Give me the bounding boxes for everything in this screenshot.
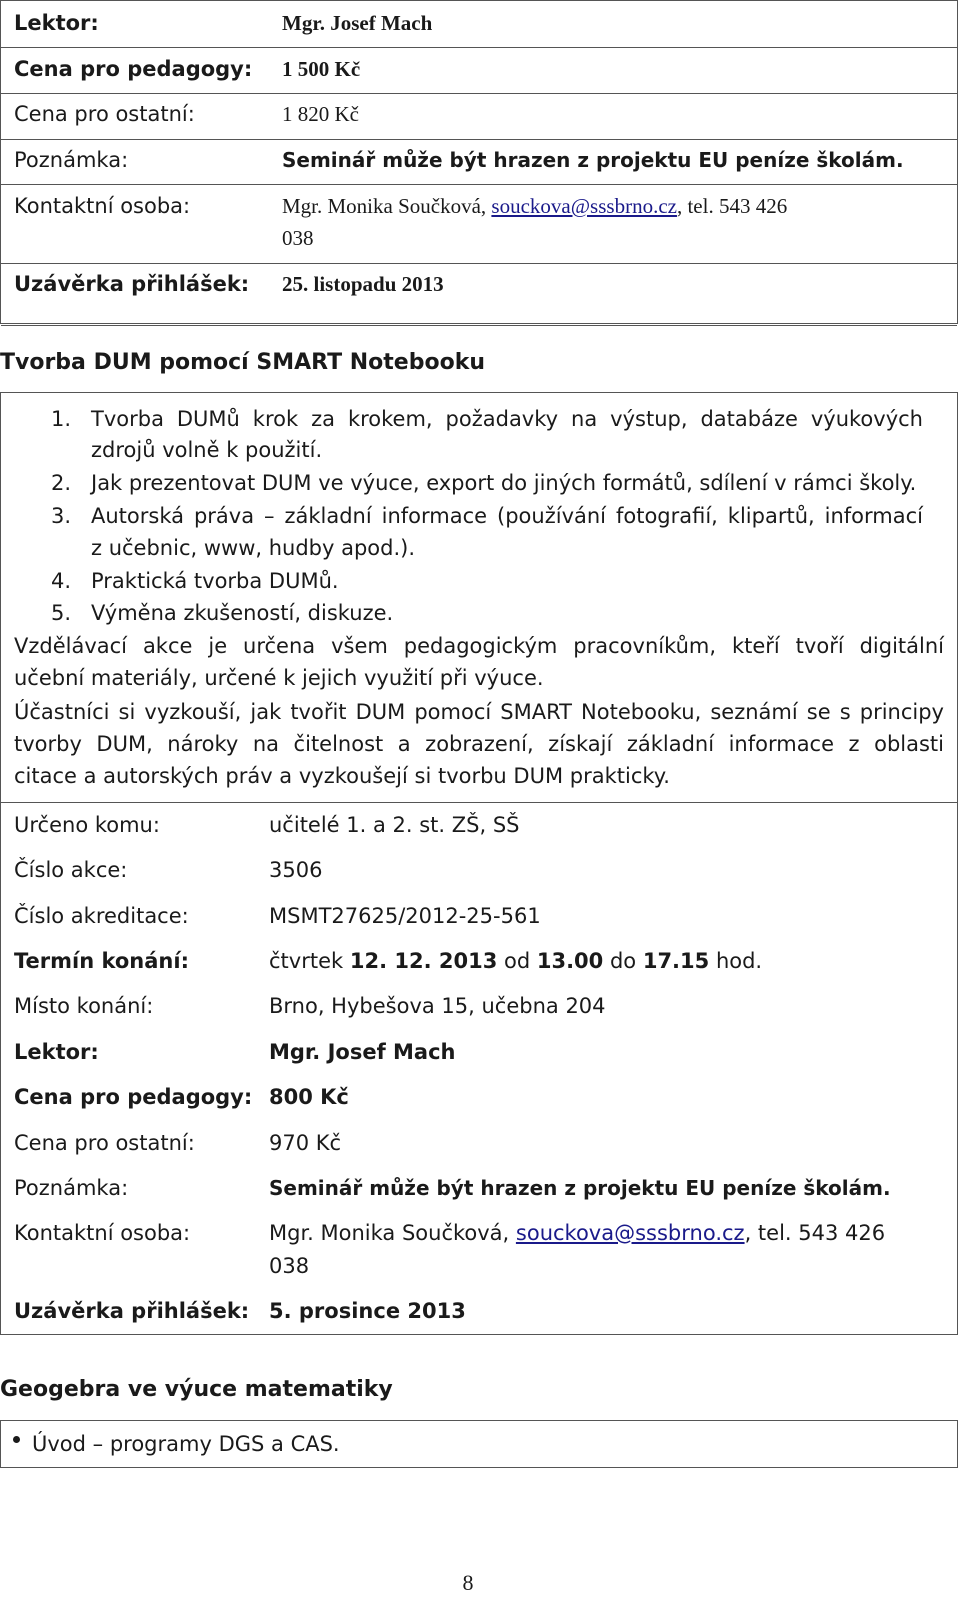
date-from-word: od	[497, 949, 537, 973]
list-item: Jak prezentovat DUM ve výuce, export do jiných formátů, sdílení v rámci školy.	[91, 471, 917, 495]
bullet-dot-icon	[13, 1436, 20, 1443]
deadline-value: 5. prosince 2013	[269, 1299, 466, 1323]
price-others-value: 970 Kč	[269, 1131, 342, 1155]
list-item: Praktická tvorba DUMů.	[91, 569, 339, 593]
info-table-1	[0, 0, 958, 324]
paragraph-target-line2: učební materiály, určené k jejich využití při výuce.	[14, 666, 544, 690]
date-label: Termín konání:	[14, 949, 189, 973]
target-label: Určeno komu:	[14, 813, 160, 837]
contact-email-link[interactable]: souckova@sssbrno.cz	[491, 194, 677, 218]
list-item: Tvorba DUMů krok za krokem, požadavky na výstup, databáze výukových	[91, 407, 923, 431]
date-hours-word: hod.	[709, 949, 763, 973]
list-number: 3.	[51, 504, 72, 528]
contact-phone: , tel. 543 426	[744, 1221, 886, 1245]
info-table-2	[0, 802, 958, 1335]
event-number-value: 3506	[269, 858, 323, 882]
contact-label: Kontaktní osoba:	[14, 1221, 191, 1245]
contact-label: Kontaktní osoba:	[14, 194, 191, 218]
date-value	[269, 949, 762, 973]
lecturer-label: Lektor:	[14, 1040, 99, 1064]
venue-label: Místo konání:	[14, 994, 154, 1018]
note-label: Poznámka:	[14, 148, 129, 172]
page-number: 8	[462, 1570, 474, 1595]
contact-phone-line2: 038	[282, 226, 314, 250]
contact-value	[282, 194, 787, 219]
price-others-value: 1 820 Kč	[282, 102, 359, 126]
list-number: 5.	[51, 601, 72, 625]
list-number: 1.	[51, 407, 72, 431]
deadline-label: Uzávěrka přihlášek:	[14, 1299, 250, 1323]
section-title-geogebra: Geogebra ve výuce matematiky	[0, 1377, 393, 1402]
note-value: Seminář může být hrazen z projektu EU peníze školám.	[282, 148, 904, 172]
list-item: Autorská práva – základní informace (používání fotografií, klipartů, informací	[91, 504, 923, 528]
paragraph-outcome-line1: Účastníci si vyzkouší, jak tvořit DUM pomocí SMART Notebooku, seznámí se s principy	[14, 700, 944, 724]
lecturer-value: Mgr. Josef Mach	[269, 1040, 456, 1064]
target-value: učitelé 1. a 2. st. ZŠ, SŠ	[269, 813, 520, 837]
list-item: Výměna zkušeností, diskuze.	[91, 601, 394, 625]
paragraph-target-line1: Vzdělávací akce je určena všem pedagogickým pracovníkům, kteří tvoří digitální	[14, 634, 944, 658]
list-item: Úvod – programy DGS a CAS.	[32, 1432, 340, 1456]
deadline-label: Uzávěrka přihlášek:	[14, 272, 250, 296]
contact-value	[269, 1221, 885, 1245]
paragraph-outcome-line3: citace a autorských práv a vyzkoušejí si tvorbu DUM prakticky.	[14, 764, 670, 788]
geogebra-box	[0, 1420, 958, 1468]
price-teachers-label: Cena pro pedagogy:	[14, 57, 253, 81]
price-teachers-label: Cena pro pedagogy:	[14, 1085, 253, 1109]
deadline-value: 25. listopadu 2013	[282, 272, 444, 296]
list-item-cont: zdrojů volně k použití.	[91, 438, 323, 462]
lektor-label: Lektor:	[14, 11, 99, 35]
list-number: 4.	[51, 569, 72, 593]
event-number-label: Číslo akce:	[14, 858, 128, 882]
date-day: čtvrtek	[269, 949, 350, 973]
date-start-time: 13.00	[536, 949, 604, 973]
date-to-word: do	[603, 949, 643, 973]
price-others-label: Cena pro ostatní:	[14, 1131, 195, 1155]
list-item-cont: z učebnic, www, hudby apod.).	[91, 536, 416, 560]
section-title-smart: Tvorba DUM pomocí SMART Notebooku	[0, 350, 485, 375]
price-teachers-value: 800 Kč	[269, 1085, 349, 1109]
contact-name: Mgr. Monika Součková,	[269, 1221, 516, 1245]
paragraph-outcome-line2: tvorby DUM, nároky na čitelnost a zobrazení, získají základní informace z oblasti	[14, 732, 944, 756]
note-label: Poznámka:	[14, 1176, 129, 1200]
price-others-label: Cena pro ostatní:	[14, 102, 195, 126]
accreditation-value: MSMT27625/2012-25-561	[269, 904, 541, 928]
course-description-box	[0, 392, 958, 803]
price-teachers-value: 1 500 Kč	[282, 57, 361, 81]
list-number: 2.	[51, 471, 72, 495]
accreditation-label: Číslo akreditace:	[14, 904, 189, 928]
contact-email-link[interactable]: souckova@sssbrno.cz	[515, 1221, 745, 1245]
contact-name: Mgr. Monika Součková,	[282, 194, 492, 218]
lektor-value: Mgr. Josef Mach	[282, 11, 433, 35]
venue-value: Brno, Hybešova 15, učebna 204	[269, 994, 606, 1018]
date-end-time: 17.15	[642, 949, 710, 973]
note-value: Seminář může být hrazen z projektu EU peníze školám.	[269, 1176, 891, 1200]
date-date: 12. 12. 2013	[349, 949, 498, 973]
contact-phone-line2: 038	[269, 1254, 310, 1278]
contact-phone: , tel. 543 426	[676, 194, 788, 218]
